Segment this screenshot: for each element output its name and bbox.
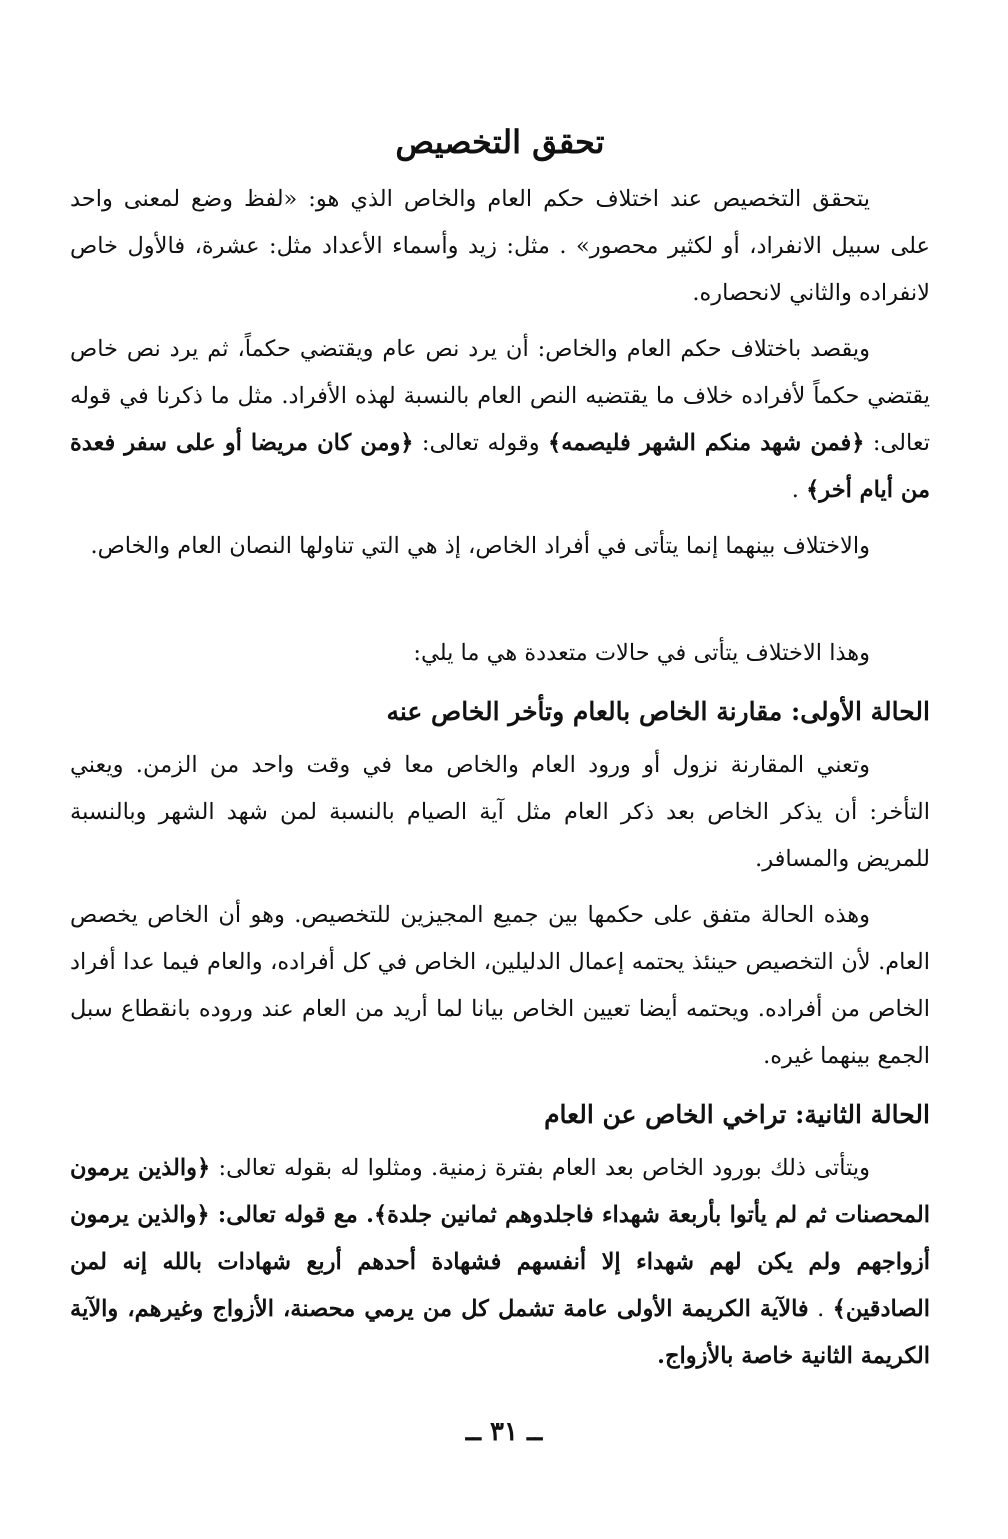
paragraph-cases-intro: وهذا الاختلاف يتأتى في حالات متعددة هي ما يلي: bbox=[413, 640, 870, 666]
paragraph-difference-meaning bbox=[70, 326, 930, 514]
paragraph-text: ويتأتى ذلك بورود الخاص بعد العام بفترة زمنية. ومثلوا له بقوله تعالى: bbox=[210, 1155, 870, 1181]
paragraph-text: . bbox=[808, 1296, 833, 1322]
paragraph-case-1-ruling: وهذه الحالة متفق على حكمها بين جميع المجيزين للتخصيص. وهو أن الخاص يخصص العام. لأن التخصيص حينئذ يحتمه إعمال الدليلين، الخاص في كل أفراده، والعام فيما عدا أفراد الخاص من أفراده. ويحتمه أيضا تعيين الخاص بيانا لما أريد من العام عند وروده بانقطاع سبل الجمع بينهما غيره. bbox=[70, 902, 930, 1069]
page-title: تحقق التخصيص bbox=[395, 123, 605, 161]
paragraph-text: ويقصد باختلاف حكم العام والخاص: أن يرد نص عام ويقتضي حكماً، ثم يرد نص خاص يقتضي حكماً لأفراده خلاف ما يقتضيه النص العام بالنسبة لهذه الأفراد. مثل ما ذكرنا في قوله تعالى: bbox=[70, 336, 930, 456]
quran-verse: ﴿ومن كان مريضا أو على سفر فعدة من أيام أخر﴾ bbox=[70, 430, 930, 503]
paragraph-case-1-meaning: وتعني المقارنة نزول أو ورود العام والخاص معا في وقت واحد من الزمن. ويعني التأخر: أن يذكر الخاص بعد ذكر العام مثل آية الصيام بالنسبة لمن شهد الشهر وبالنسبة للمريض والمسافر. bbox=[70, 752, 930, 872]
page-number: ــ ٣١ ــ bbox=[465, 1417, 543, 1447]
paragraph-text: . bbox=[791, 477, 807, 503]
paragraph-difference-scope: والاختلاف بينهما إنما يتأتى في أفراد الخاص، إذ هي التي تناولها النصان العام والخاص. bbox=[90, 533, 870, 559]
quran-verse: ﴿فمن شهد منكم الشهر فليصمه﴾ bbox=[548, 430, 865, 456]
section-heading-case-2: الحالة الثانية: تراخي الخاص عن العام bbox=[544, 1100, 930, 1129]
paragraph-case-2 bbox=[70, 1145, 930, 1380]
quran-verse: ﴿والذين يرمون المحصنات ثم لم يأتوا بأربعة شهداء فاجلدوهم ثمانين جلدة﴾. مع قوله تعالى: ﴿والذين يرمون أزواجهم ولم يكن لهم شهداء إلا أنفسهم فشهادة أحدهم أربع شهادات بالله إنه لمن الصادقين﴾ bbox=[70, 1155, 930, 1322]
paragraph-text-bold: فالآية الكريمة الأولى عامة تشمل كل من يرمي محصنة، الأزواج وغيرهم، والآية الكريمة الثانية خاصة بالأزواج. bbox=[70, 1296, 930, 1369]
document-page bbox=[70, 112, 930, 1389]
paragraph-text: وقوله تعالى: bbox=[413, 430, 549, 456]
section-heading-case-1: الحالة الأولى: مقارنة الخاص بالعام وتأخر الخاص عنه bbox=[386, 697, 930, 726]
paragraph-definition: يتحقق التخصيص عند اختلاف حكم العام والخاص الذي هو: «لفظ وضع لمعنى واحد على سبيل الانفراد، أو لكثير محصور» . مثل: زيد وأسماء الأعداد مثل: عشرة، فالأول خاص لانفراده والثاني لانحصاره. bbox=[70, 186, 930, 306]
